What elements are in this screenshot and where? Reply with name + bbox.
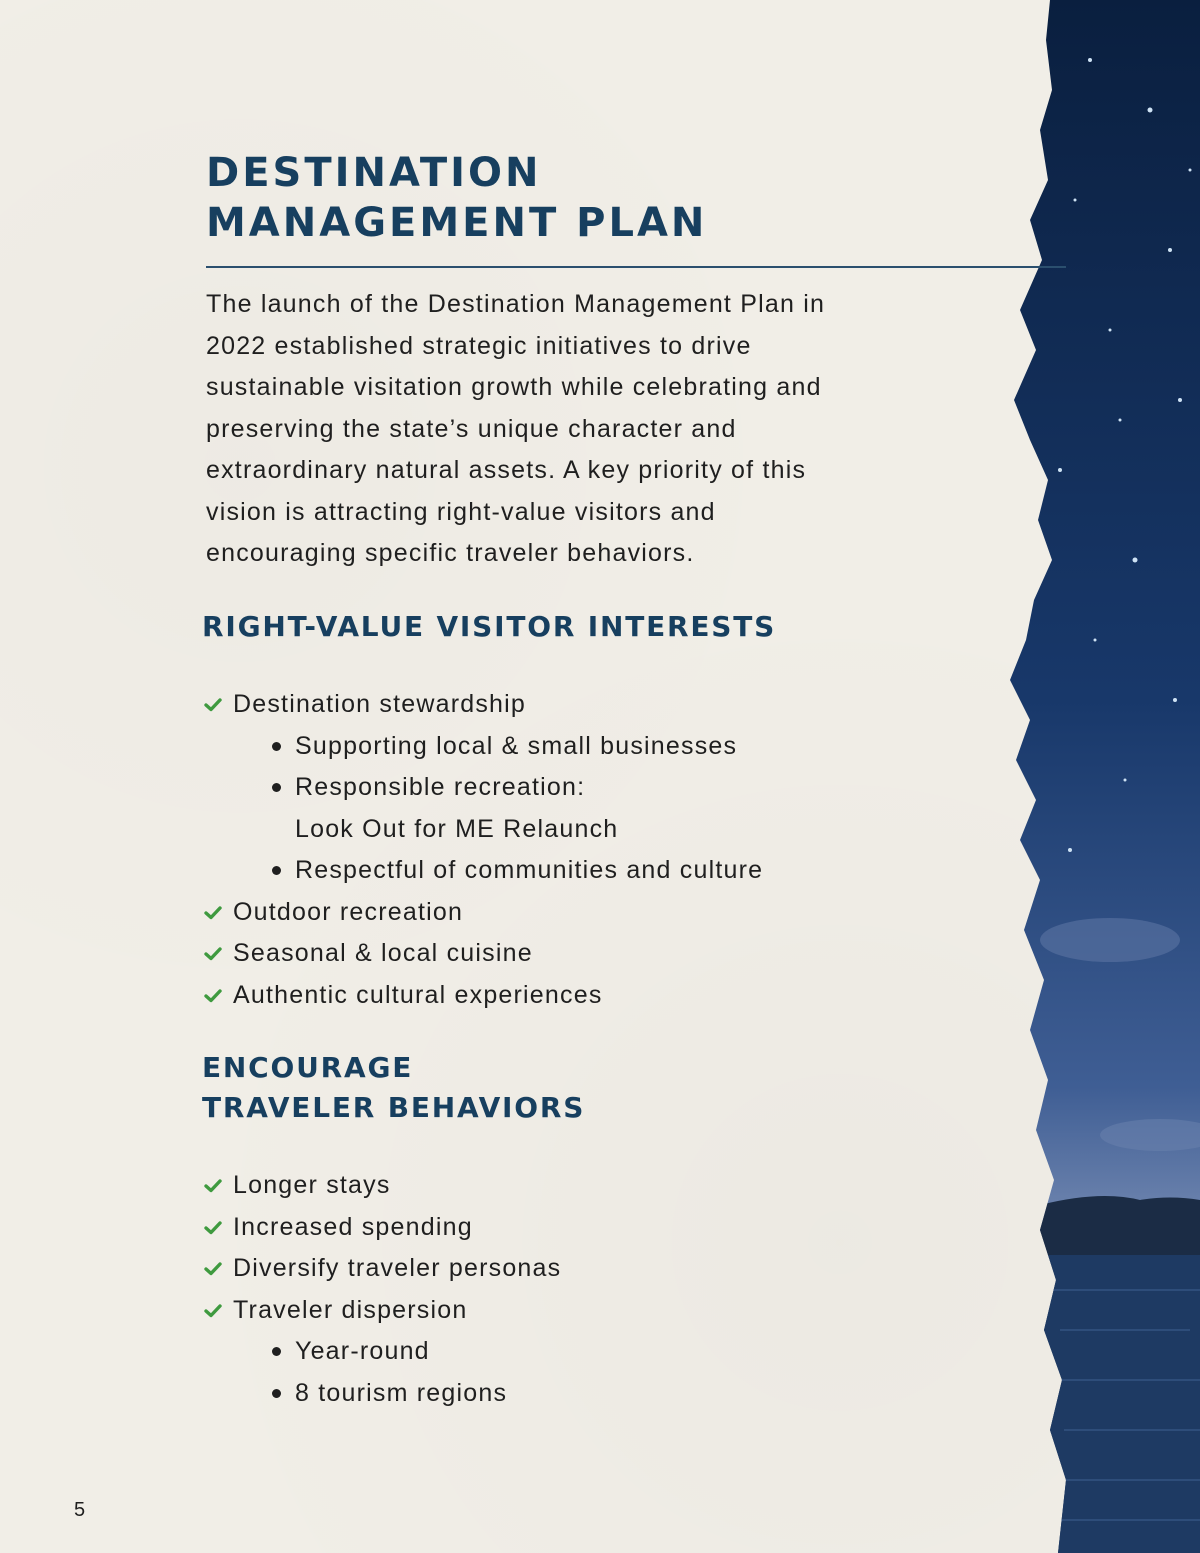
sub-list-item <box>295 726 763 768</box>
list-item <box>202 933 763 975</box>
bullet-icon <box>272 1389 281 1398</box>
sub-list-item <box>295 850 763 892</box>
list-item <box>202 1248 561 1290</box>
list-item-label: Destination stewardship <box>233 690 527 718</box>
checkmark-icon <box>204 946 222 961</box>
list-item <box>202 1165 561 1207</box>
list-item <box>202 684 763 726</box>
intro-paragraph: The launch of the Destination Management Plan in 2022 established strategic initiatives to drive sustainable visitation growth while celebrating and preserving the state’s unique character and extraordinary natural assets. A key priority of this vision is attracting right-value visitors and encouraging specific traveler behaviors. <box>206 290 826 567</box>
sub-list-item-label: Responsible recreation: <box>295 773 586 801</box>
sub-list-item-label: Respectful of communities and culture <box>295 856 764 884</box>
page-title <box>206 148 707 248</box>
sub-list-item-continuation <box>295 809 763 851</box>
interests-heading: RIGHT-VALUE VISITOR INTERESTS <box>202 610 777 643</box>
sub-list-item <box>295 1373 561 1415</box>
bullet-icon <box>272 1347 281 1356</box>
checkmark-icon <box>204 697 222 712</box>
bullet-icon <box>272 866 281 875</box>
sub-list-item <box>295 1331 561 1373</box>
list-item <box>202 892 763 934</box>
sub-list-item-label: Supporting local & small businesses <box>295 731 738 760</box>
page-number: 5 <box>74 1499 86 1521</box>
interests-list <box>202 684 763 1016</box>
sub-list-item-label: 8 tourism regions <box>295 1378 508 1407</box>
bullet-icon <box>272 783 281 792</box>
checkmark-icon <box>204 988 222 1003</box>
behaviors-heading-line: ENCOURAGE <box>202 1051 414 1084</box>
title-divider <box>206 266 1066 268</box>
checkmark-icon <box>204 1261 222 1276</box>
list-item-label: Authentic cultural experiences <box>233 980 603 1009</box>
page-title-line: MANAGEMENT PLAN <box>206 200 708 246</box>
page-title-line: DESTINATION <box>206 150 542 196</box>
checkmark-icon <box>204 1303 222 1318</box>
list-item <box>202 1290 561 1332</box>
behaviors-list <box>202 1165 561 1414</box>
bullet-icon <box>272 742 281 751</box>
checkmark-icon <box>204 1220 222 1235</box>
sub-list-item <box>295 767 763 809</box>
sub-list-item-label: Year-round <box>295 1337 430 1365</box>
behaviors-heading-line: TRAVELER BEHAVIORS <box>202 1091 586 1124</box>
list-item-label: Traveler dispersion <box>233 1295 468 1324</box>
list-item-label: Seasonal & local cuisine <box>233 939 533 967</box>
list-item <box>202 1207 561 1249</box>
list-item-label: Outdoor recreation <box>233 897 464 926</box>
checkmark-icon <box>204 905 222 920</box>
list-item <box>202 975 763 1017</box>
behaviors-heading <box>202 1048 585 1128</box>
list-item-label: Diversify traveler personas <box>233 1254 562 1282</box>
checkmark-icon <box>204 1178 222 1193</box>
list-item-label: Increased spending <box>233 1212 473 1241</box>
sub-list-item-label: Look Out for ME Relaunch <box>295 814 619 843</box>
list-item-label: Longer stays <box>233 1171 391 1199</box>
